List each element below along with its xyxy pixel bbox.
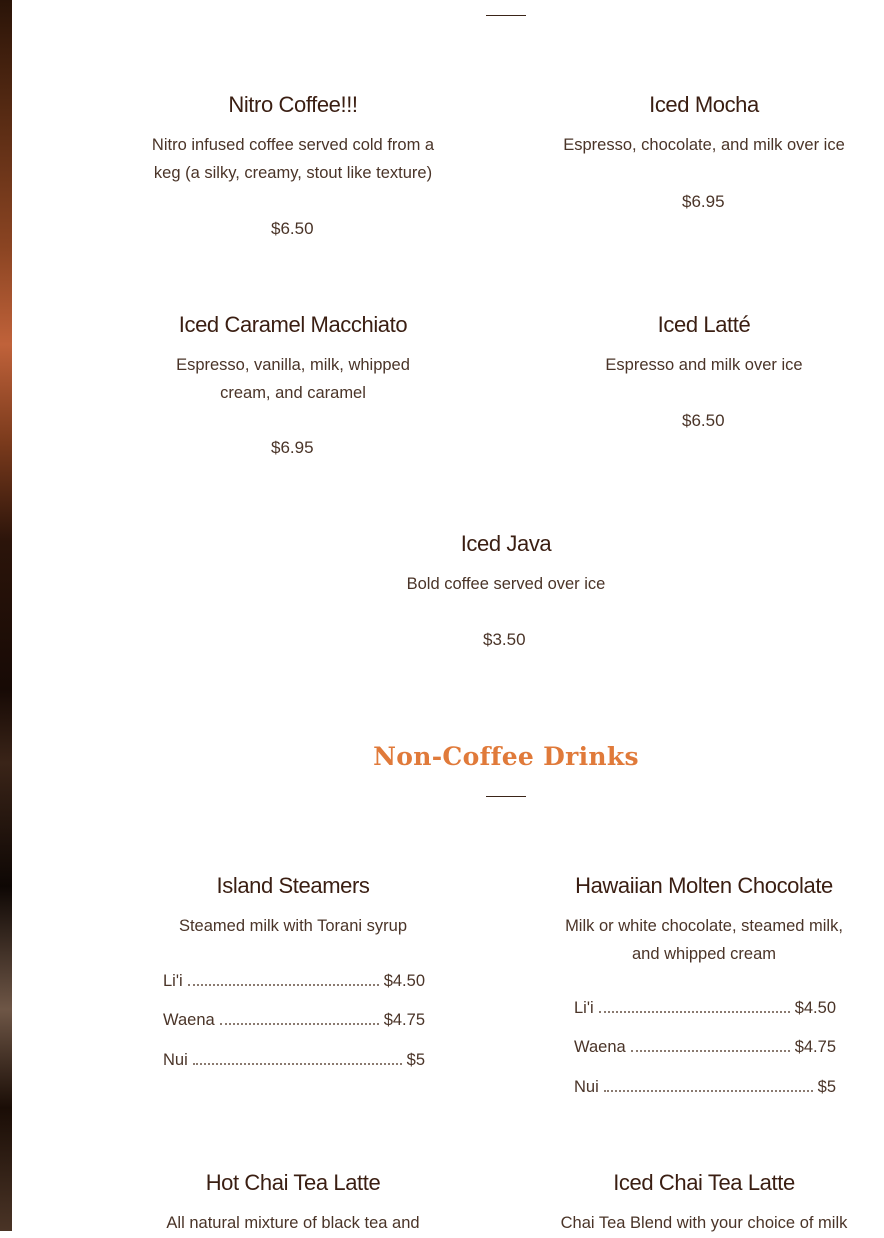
- size-price: $5: [817, 1078, 836, 1096]
- size-label: Nui: [163, 1051, 188, 1069]
- size-label: Waena: [574, 1038, 626, 1056]
- size-price-row: [163, 1011, 425, 1030]
- section-title-non-coffee: Non-Coffee Drinks: [373, 742, 639, 771]
- dot-leader: [193, 1063, 402, 1065]
- item-description: Nitro infused coffee served cold from a: [151, 136, 435, 154]
- size-label: Nui: [574, 1078, 599, 1096]
- size-price: $4.50: [794, 999, 836, 1017]
- item-description: Espresso, vanilla, milk, whipped: [176, 356, 410, 374]
- size-price: $5: [406, 1051, 425, 1069]
- item-price: $3.50: [483, 630, 526, 649]
- size-price-row: [163, 972, 425, 991]
- item-description: All natural mixture of black tea and: [166, 1214, 420, 1232]
- size-price: $4.75: [383, 1011, 425, 1029]
- size-label: Waena: [163, 1011, 215, 1029]
- size-price: $4.75: [794, 1038, 836, 1056]
- item-name: Iced Caramel Macchiato: [178, 312, 408, 337]
- dot-leader: [599, 1011, 790, 1013]
- size-price-row: [574, 1038, 836, 1057]
- menu-item-hawaiian-molten-chocolate: [524, 873, 884, 968]
- size-price-row: [574, 1078, 836, 1097]
- item-name: Hawaiian Molten Chocolate: [575, 873, 833, 898]
- size-label: Li'i: [574, 999, 594, 1017]
- item-description: Steamed milk with Torani syrup: [178, 917, 408, 935]
- item-description: Espresso, chocolate, and milk over ice: [563, 136, 845, 154]
- dot-leader: [220, 1023, 379, 1025]
- item-name: Iced Mocha: [649, 92, 759, 117]
- item-description: cream, and caramel: [220, 383, 366, 402]
- size-price: $4.50: [383, 972, 425, 990]
- item-price: $6.50: [271, 219, 314, 238]
- item-name: Iced Chai Tea Latte: [613, 1170, 795, 1195]
- item-name: Hot Chai Tea Latte: [205, 1170, 381, 1195]
- item-description: Chai Tea Blend with your choice of milk: [560, 1214, 848, 1232]
- item-name: Iced Latté: [657, 312, 751, 337]
- menu-item-island-steamers: [113, 873, 473, 941]
- menu-content: [12, 0, 884, 1231]
- item-description: Milk or white chocolate, steamed milk,: [565, 917, 843, 935]
- size-label: Li'i: [163, 972, 183, 990]
- section-divider-top: [486, 15, 526, 16]
- item-description: Bold coffee served over ice: [406, 575, 606, 593]
- menu-item-iced-java: [326, 531, 686, 599]
- item-name: Island Steamers: [216, 873, 370, 898]
- item-description: and whipped cream: [631, 944, 776, 963]
- item-name: Iced Java: [460, 531, 552, 556]
- item-price: $6.50: [682, 411, 725, 430]
- dot-leader: [604, 1090, 813, 1092]
- menu-item-hot-chai-tea-latte: [113, 1170, 473, 1238]
- menu-item-iced-latte: [524, 312, 884, 380]
- menu-item-nitro-coffee: [113, 92, 473, 187]
- menu-item-iced-chai-tea-latte: [524, 1170, 884, 1238]
- item-name: Nitro Coffee!!!: [228, 92, 358, 117]
- dot-leader: [631, 1050, 790, 1052]
- background-photo-strip: [0, 0, 12, 1231]
- menu-item-iced-mocha: [524, 92, 884, 160]
- item-price: $6.95: [271, 438, 314, 457]
- section-divider: [486, 796, 526, 797]
- size-price-row: [574, 999, 836, 1018]
- item-description: Espresso and milk over ice: [605, 356, 803, 374]
- dot-leader: [188, 984, 379, 986]
- menu-item-iced-caramel-macchiato: [113, 312, 473, 407]
- item-description: keg (a silky, creamy, stout like texture): [153, 163, 433, 182]
- item-price: $6.95: [682, 192, 725, 211]
- size-price-row: [163, 1051, 425, 1070]
